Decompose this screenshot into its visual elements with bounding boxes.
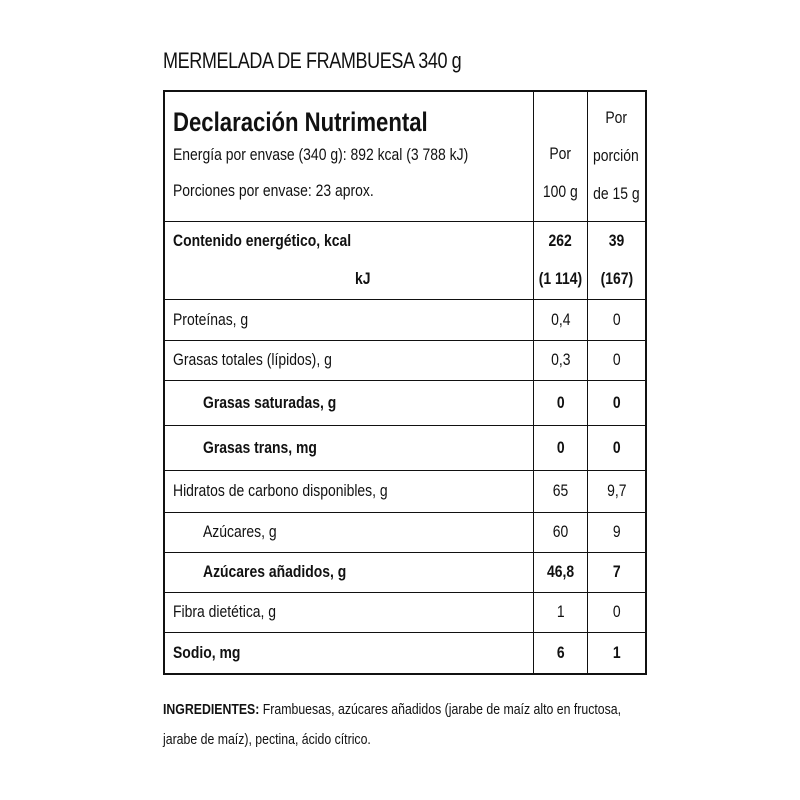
row-value-100g: 65 [552, 481, 569, 500]
row-value-100g: 0,3 [550, 350, 571, 369]
header-cell [164, 91, 534, 221]
table-row [164, 425, 646, 470]
energy-portion-cell [587, 221, 645, 299]
row-value-100g: 0 [556, 437, 565, 457]
row-label: Sodio, mg [173, 642, 241, 662]
col2-header-line3: de 15 g [593, 184, 640, 204]
row-value-portion: 0 [612, 309, 621, 329]
col1-header-line2: 100 g [543, 182, 578, 202]
servings-per-package: Porciones por envase: 23 aprox. [173, 181, 374, 201]
ingredients-label: INGREDIENTES: [163, 701, 260, 718]
col1-header-line1: Por [549, 144, 572, 164]
energy-per-package: Energía por envase (340 g): 892 kcal (3 788 kJ) [173, 145, 469, 165]
row-label: Proteínas, g [173, 309, 249, 329]
table-row [164, 552, 646, 592]
row-label: Grasas totales (lípidos), g [173, 350, 332, 369]
nutrition-facts-table [163, 90, 647, 675]
col2-header-line2: porción [593, 146, 640, 166]
ingredients-text: Frambuesas, azúcares añadidos (jarabe de maíz alto en fructosa, jarabe de maíz), pectina, ácido cítrico. [163, 701, 622, 748]
table-heading: Declaración Nutrimental [173, 107, 428, 138]
energy-label-cell [164, 221, 534, 299]
row-label: Azúcares añadidos, g [203, 562, 347, 581]
table-row [164, 470, 646, 512]
energy-kcal-100g: 262 [548, 231, 573, 250]
energy-kj-label: kJ [355, 269, 371, 288]
row-value-100g: 0,4 [550, 309, 571, 329]
row-value-portion: 1 [612, 642, 621, 662]
row-value-100g: 60 [552, 522, 569, 541]
energy-kj-portion: (167) [600, 269, 633, 288]
energy-kcal-portion: 39 [608, 231, 625, 250]
row-value-100g: 6 [556, 642, 565, 662]
row-value-portion: 0 [612, 392, 621, 412]
row-value-100g: 0 [556, 392, 565, 412]
energy-100g-cell [534, 221, 588, 299]
row-value-portion: 0 [612, 437, 621, 457]
product-title: MERMELADA DE FRAMBUESA 340 g [163, 48, 462, 73]
col2-header [587, 91, 645, 221]
row-label: Azúcares, g [203, 522, 277, 541]
table-row [164, 592, 646, 632]
table-header-row [164, 91, 646, 221]
row-value-portion: 9,7 [606, 481, 627, 500]
row-label: Grasas saturadas, g [203, 392, 337, 412]
table-row [164, 632, 646, 674]
table-row [164, 340, 646, 380]
row-value-portion: 7 [612, 562, 621, 581]
table-row [164, 299, 646, 340]
energy-row [164, 221, 646, 299]
row-label: Grasas trans, mg [203, 437, 317, 457]
energy-label: Contenido energético, kcal [173, 231, 352, 250]
row-label: Hidratos de carbono disponibles, g [173, 481, 388, 500]
row-value-100g: 46,8 [546, 562, 575, 581]
col2-header-line1: Por [605, 108, 628, 128]
col1-header [534, 91, 588, 221]
row-value-100g: 1 [556, 602, 565, 621]
table-row [164, 512, 646, 552]
energy-kj-100g: (1 114) [538, 269, 583, 288]
row-value-portion: 9 [612, 522, 621, 541]
table-row [164, 380, 646, 425]
row-value-portion: 0 [612, 602, 621, 621]
ingredients-block [163, 695, 622, 755]
row-label: Fibra dietética, g [173, 602, 277, 621]
row-value-portion: 0 [612, 350, 621, 369]
